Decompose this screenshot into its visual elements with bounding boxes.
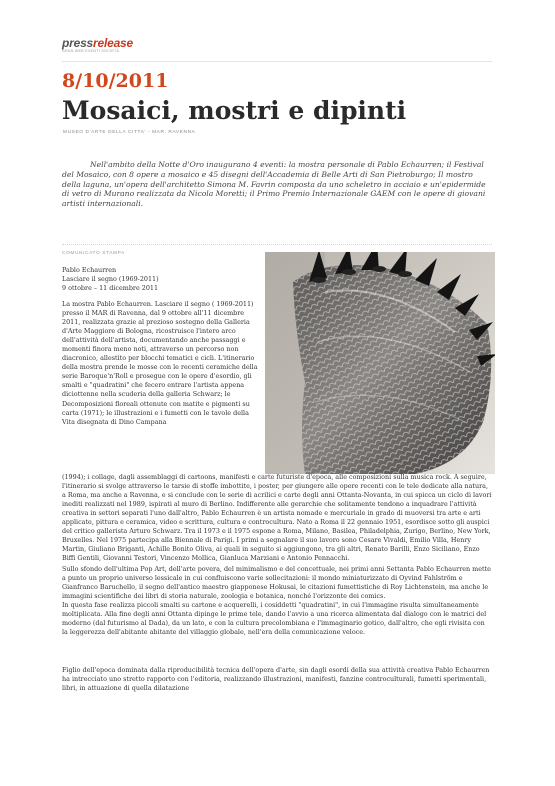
page-title: Mosaici, mostri e dipinti [62,96,407,125]
body-paragraphs-2-3 [62,565,492,637]
header-divider [62,61,492,62]
venue-label: MUSEO D'ARTE DELLA CITTA' - MAR, RAVENNA [63,130,196,135]
body-paragraph-1-top: La mostra Pablo Echaurren. Lasciare il segno ( 1969-2011) presso il MAR di Ravenna, dal 9 ottobre all'11 dicembre 2011, realizzata grazie al prezioso sostegno della Galleria d'Arte Maggiore di Bologna, ricostruisce l'intero arco dell'attività dell'artista, documentando anche passaggi e momenti finora meno noti, attraverso un percorso non diacronico, allestito per blocchi tematici e cicli. L'itinerario della mostra prende le mosse con le recenti ceramiche della serie Baroque'n'Roll e prosegue con le opere d'esordio, gli smalti e "quadratini" che fecero entrare l'artista appena diciottenne nella scuderia della galleria Schwarz; le Decomposizioni floreali ottenute con matite e pigmenti su carta (1971); le illustrazioni e i fumetti con le tavole della Vita disegnata di Dino Campana [62,300,258,426]
spiked-sculpture-image [265,252,495,474]
show-dates: 9 ottobre – 11 dicembre 2011 [62,284,159,293]
logo-part-release: release [93,36,134,50]
artwork-photo [265,252,495,474]
body-paragraph-4: Figlio dell'epoca dominata dalla riproducibilità tecnica dell'opera d'arte, sin dagli esordi della sua attività creativa Pablo Echaurren ha intrecciato uno stretto rapporto con l'editoria, realizzando illustrazioni, manifesti, fanzine controculturali, fumetti sperimentali, libri, in attuazione di quella dilatazione [62,666,490,693]
section-divider [62,244,492,245]
logo-tagline: GRAN WEB EVENTI SOCIETÀ [62,49,120,53]
body-paragraph-3: In questa fase realizza piccoli smalti su cartone e acquerelli, i cosiddetti "quadratini", in cui l'immagine risulta simultaneamente moltiplicata. Alla fine degli anni Ottanta dipinge le prime tele, dando l'avvio a una ricerca alimentata dal dialogo con le matrici del moderno (dal futurismo al Dada), da un lato, e con la cultura precolombiana e l'immaginario gotico, dall'altro, che egli rivisita con la leggerezza dell'abitante abitante del villaggio globale, nell'era della comunicazione veloce. [62,601,487,637]
intro-paragraph: Nell'ambito della Notte d'Oro inaugurano 4 eventi: la mostra personale di Pablo Echaurren; il Festival del Mosaico, con 8 opere a mosaico e 45 disegni dell'Accademia di Belle Arti di San Pietroburgo; Il mostro della laguna, un'opera dell'architetto Simona M. Favrin composta da uno scheletro in acciaio e un'epidermide di vetro di Murano realizzata da Nicola Moretti; il Primo Premio Internazionale GAEM con le opere di giovani artisti internazionali. [62,160,486,209]
show-name: Lasciare il segno (1969-2011) [62,275,159,284]
section-label: COMUNICATO STAMPA [62,251,125,256]
pressrelease-logo[interactable] [62,36,133,53]
body-paragraph-1-continued: (1994); i collage, dagli assemblaggi di cartoons, manifesti e carte futuriste d'epoca, alle composizioni sulla musica rock. A seguire, l'itinerario si svolge attraverso le tarsie di stoffe imbottite, i poster, per giungere alle opere recenti con le tele dedicate alla natura, a Roma, ma anche a Ravenna, e si conclude con le serie di acrilici e carte degli anni Ottanta-Novanta, in cui spicca un ciclo di lavori inediti realizzati nel 1989, ispirati al muro di Berlino. Indifferente alle gerarchie che solitamente tendono a inquadrare l'attività creativa in settori separati l'uno dall'altro, Pablo Echaurren è un artista nomade e mercuriale in grado di muoversi tra arte e arti applicate, pittura e ceramica, video e scrittura, cultura e controcultura. Nato a Roma il 22 gennaio 1951, esordisce sotto gli auspici del critico gallerista Arturo Schwarz. Tra il 1973 e il 1975 espone a Roma, Milano, Basilea, Philadelphia, Zurigo, Berlino, New York, Bruxelles. Nel 1975 partecipa alla Biennale di Parigi. I primi a segnalare il suo lavoro sono Cesare Vivaldi, Emilio Villa, Henry Martin, Giuliano Briganti, Achille Bonito Oliva, ai quali in seguito si aggiungono, tra gli altri, Renato Barilli, Enzo Siciliano, Enzo Biffi Gentili, Giovanni Testori, Vincenzo Mollica, Gianluca Marziani e Antonio Pennacchi. [62,473,492,563]
body-paragraph-2: Sullo sfondo dell'ultima Pop Art, dell'arte povera, del minimalismo e del concettuale, nei primi anni Settanta Pablo Echaurren mette a punto un proprio universo lessicale in cui confluiscono varie sollecitazioni: il mondo miniaturizzato di Oyvind Fahlström e Gianfranco Baruchello, il segno dell'antico maestro giapponese Hokusai, le citazioni fumettistiche di Roy Lichtenstein, ma anche le immagini scientifiche dei libri di storia naturale, zoologia e botanica, nonché l'orizzonte dei comics. [62,565,491,601]
show-info [62,266,159,293]
show-artist: Pablo Echaurren [62,266,117,274]
logo-part-press: press [62,36,94,50]
publication-date: 8/10/2011 [62,70,169,92]
